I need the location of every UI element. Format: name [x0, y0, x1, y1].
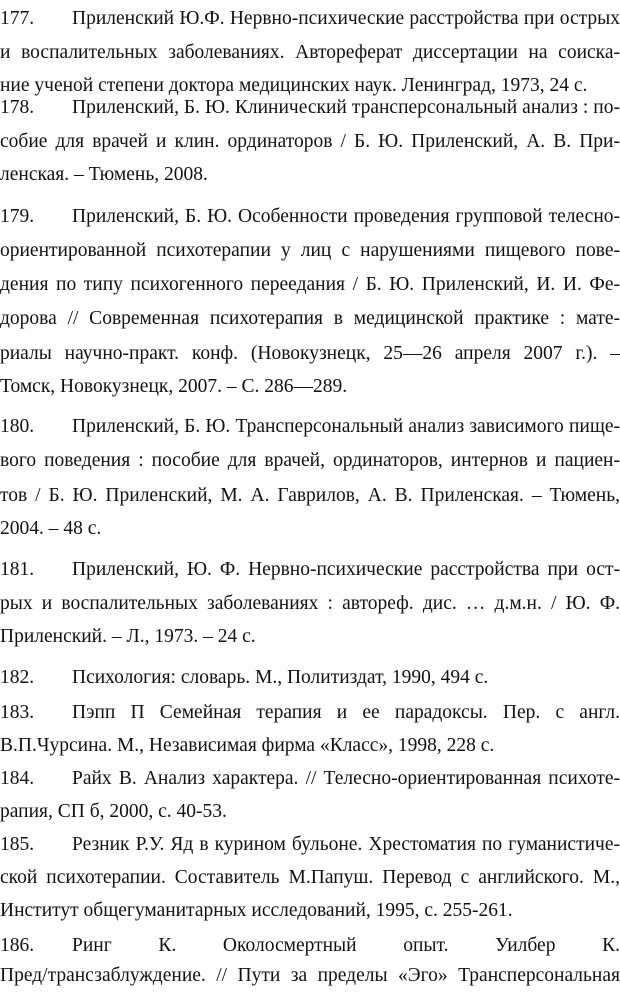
reference-number: 180. [0, 416, 35, 437]
reference-line: Психология: словарь. М., Политиздат, 1990, 494 с. [72, 667, 489, 688]
reference-line: Приленский, Б. Ю. Трансперсональный анализ зависимого пище- [72, 416, 620, 437]
reference-line: Томск, Новокузнецк, 2007. – С. 286—289. [0, 376, 348, 397]
reference-number: 184. [0, 768, 35, 789]
reference-line: В.П.Чурсина. М., Независимая фирма «Класс», 1998, 228 с. [0, 735, 495, 756]
reference-line: Ринг К. Околосмертный опыт. Уилбер К. [72, 935, 620, 956]
reference-line: 2004. – 48 с. [0, 518, 102, 539]
reference-line: Приленский, Б. Ю. Клинический трансперсональный анализ : по- [72, 97, 620, 118]
reference-line: рых и воспалительных заболеваниях : автореф. дис. … д.м.н. / Ю. Ф. [0, 593, 620, 614]
reference-line: Пэпп П Семейная терапия и ее парадоксы. Пер. с англ. [72, 702, 620, 723]
reference-line: вого поведения : пособие для врачей, ординаторов, интернов и пациен- [0, 450, 620, 471]
reference-number: 178. [0, 97, 35, 118]
reference-number: 183. [0, 702, 35, 723]
reference-line: ленская. – Тюмень, 2008. [0, 164, 208, 185]
reference-number: 177. [0, 8, 35, 29]
reference-line: риалы научно-практ. конф. (Новокузнецк, 25—26 апреля 2007 г.). – [0, 343, 620, 364]
reference-line: Приленский. – Л., 1973. – 24 с. [0, 626, 256, 647]
reference-line: Приленский, Ю. Ф. Нервно-психические расстройства при ост- [72, 559, 620, 580]
reference-number: 181. [0, 559, 35, 580]
reference-line: ориентированной психотерапии у лиц с нарушениями пищевого пове- [0, 240, 620, 261]
reference-number: 179. [0, 206, 35, 227]
reference-number: 185. [0, 834, 35, 855]
reference-line: дения по типу психогенного переедания / Б. Ю. Приленский, И. И. Фе- [0, 274, 620, 295]
reference-line: собие для врачей и клин. ординаторов / Б. Ю. Приленский, А. В. При- [0, 131, 620, 152]
reference-line: рапия, СП б, 2000, с. 40-53. [0, 801, 227, 822]
reference-line: Институт общегуманитарных исследований, 1995, с. 255-261. [0, 900, 513, 921]
reference-line: Приленский Ю.Ф. Нервно-психические расстройства при острых [72, 8, 620, 29]
reference-line: ской психотерапии. Составитель М.Папуш. Перевод с английского. М., [0, 867, 620, 888]
reference-line: Приленский, Б. Ю. Особенности проведения групповой телесно- [72, 206, 620, 227]
reference-line: Пред/трансзаблуждение. // Пути за пределы «Эго» Трансперсональная [0, 965, 620, 986]
reference-number: 182. [0, 667, 35, 688]
reference-line: дорова // Современная психотерапия в медицинской практике : мате- [0, 308, 620, 329]
reference-line: ние ученой степени доктора медицинских наук. Ленинград, 1973, 24 с. [0, 75, 588, 96]
reference-line: и воспалительных заболеваниях. Автореферат диссертации на соиска- [0, 42, 620, 63]
reference-line: тов / Б. Ю. Приленский, М. А. Гаврилов, А. В. Приленская. – Тюмень, [0, 485, 620, 506]
reference-number: 186. [0, 935, 35, 956]
reference-line: Резник Р.У. Яд в курином бульоне. Хрестоматия по гуманистиче- [72, 834, 620, 855]
reference-line: Райх В. Анализ характера. // Телесно-ориентированная психоте- [72, 768, 620, 789]
